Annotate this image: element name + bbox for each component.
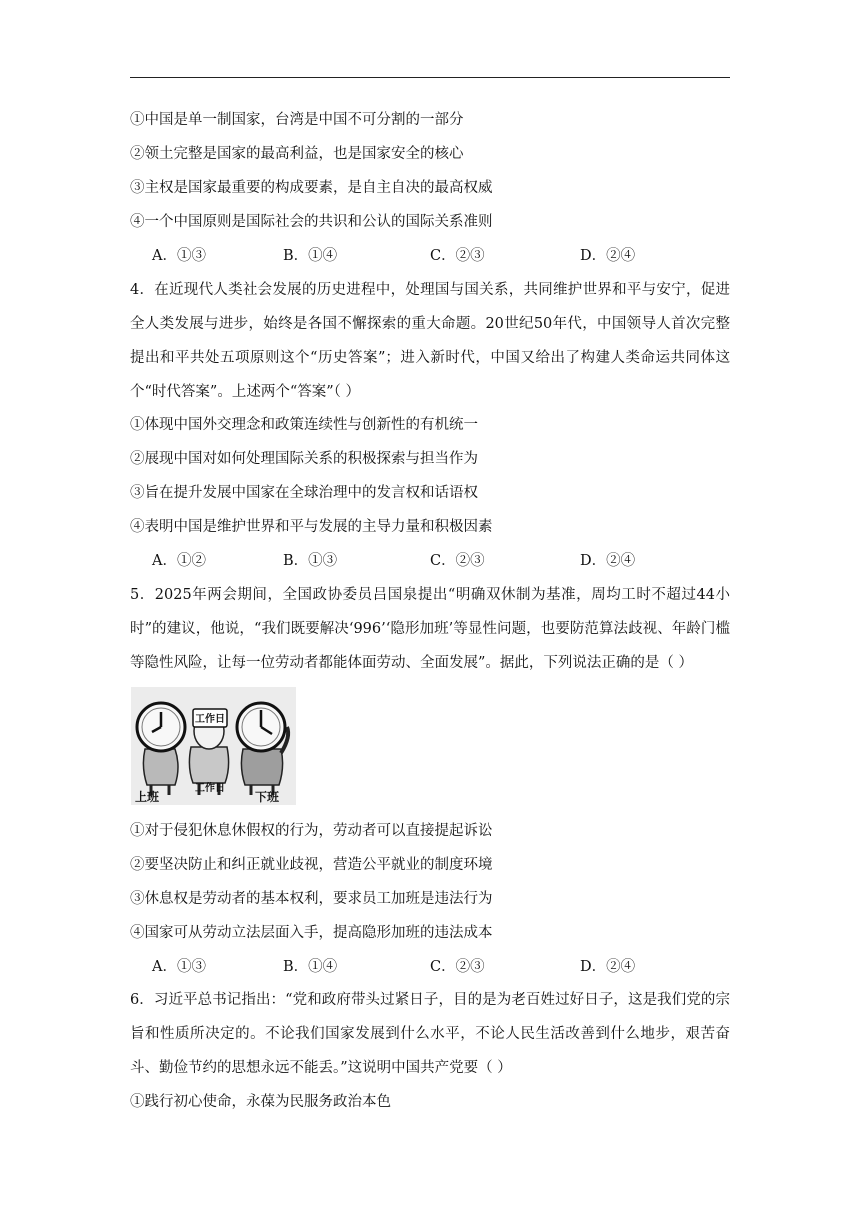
cartoon-label-left: 上班 xyxy=(135,790,160,804)
q5-item-2: ②要坚决防止和纠正就业歧视，营造公平就业的制度环境 xyxy=(130,857,493,873)
q4-stem: 4．在近现代人类社会发展的历史进程中，处理国与国关系，共同维护世界和平与安宁，促进全人类发展与进步，始终是各国不懈探索的重大命题。20世纪50年代，中国领导人首次完整提出和平共处五项原则这个“历史答案”；进入新时代，中国又给出了构建人类命运共同体这个“时代答案”。上述两个“答案”（ ） xyxy=(130,282,730,400)
q5-options xyxy=(130,957,730,977)
q6-stem: 6．习近平总书记指出：“党和政府带头过紧日子，目的是为老百姓过好日子，这是我们党的宗旨和性质所决定的。不论我们国家发展到什么水平，不论人民生活改善到什么地步，艰苦奋斗、勤俭节约的思想永远不能丢。”这说明中国共产党要（ ） xyxy=(130,992,730,1076)
q5-item-3: ③休息权是劳动者的基本权利，要求员工加班是违法行为 xyxy=(130,891,493,907)
q3-item-2: ②领土完整是国家的最高利益，也是国家安全的核心 xyxy=(130,146,464,162)
q5-stem: 5．2025年两会期间，全国政协委员吕国泉提出“明确双休制为基准，周均工时不超过44小时”的建议，他说，“我们既要解决‘996’‘隐形加班’等显性问题，也要防范算法歧视、年龄门槛等隐性风险，让每一位劳动者都能体面劳动、全面发展”。据此，下列说法正确的是（ ） xyxy=(130,587,730,671)
q4-item-1: ①体现中国外交理念和政策连续性与创新性的有机统一 xyxy=(130,417,478,433)
q6-item-1: ①践行初心使命，永葆为民服务政治本色 xyxy=(130,1094,391,1110)
q3-option-b[interactable]: B．①④ xyxy=(283,248,338,264)
q5-item-4: ④国家可从劳动立法层面入手，提高隐形加班的违法成本 xyxy=(130,925,493,941)
q4-item-4: ④表明中国是维护世界和平与发展的主导力量和积极因素 xyxy=(130,519,493,535)
q5-option-a[interactable]: A．①③ xyxy=(152,959,206,975)
q3-options xyxy=(130,246,730,266)
q5-item-1: ①对于侵犯休息休假权的行为，劳动者可以直接提起诉讼 xyxy=(130,823,493,839)
q4-option-d[interactable]: D．②④ xyxy=(580,553,636,569)
q3-option-c[interactable]: C．②③ xyxy=(430,248,485,264)
q5-option-d[interactable]: D．②④ xyxy=(580,959,636,975)
q4-item-2: ②展现中国对如何处理国际关系的积极探索与担当作为 xyxy=(130,451,478,467)
header-rule xyxy=(130,77,730,78)
q4-option-b[interactable]: B．①③ xyxy=(283,553,338,569)
clock-cartoon-image xyxy=(131,687,296,805)
q4-options xyxy=(130,551,730,571)
cartoon-label-middle: 工作日 xyxy=(195,783,225,794)
clock-cartoon xyxy=(131,687,296,805)
cartoon-sign-label: 工作日 xyxy=(195,714,225,725)
q3-option-a[interactable]: A．①③ xyxy=(152,248,206,264)
q3-item-1: ①中国是单一制国家，台湾是中国不可分割的一部分 xyxy=(130,112,464,128)
q5-option-b[interactable]: B．①④ xyxy=(283,959,338,975)
q3-item-4: ④一个中国原则是国际社会的共识和公认的国际关系准则 xyxy=(130,214,493,230)
q4-item-3: ③旨在提升发展中国家在全球治理中的发言权和话语权 xyxy=(130,485,478,501)
q4-option-a[interactable]: A．①② xyxy=(152,553,206,569)
q5-option-c[interactable]: C．②③ xyxy=(430,959,485,975)
cartoon-label-right: 下班 xyxy=(255,790,280,804)
q4-option-c[interactable]: C．②③ xyxy=(430,553,485,569)
q3-option-d[interactable]: D．②④ xyxy=(580,248,636,264)
q3-item-3: ③主权是国家最重要的构成要素，是自主自决的最高权威 xyxy=(130,180,493,196)
